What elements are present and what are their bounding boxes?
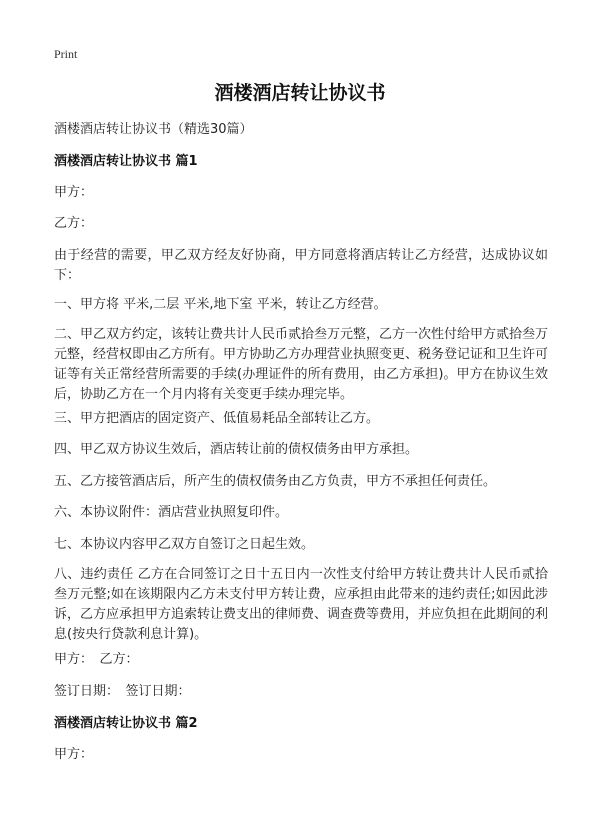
page-title: 酒楼酒店转让协议书 xyxy=(214,82,386,104)
section1-clause-6: 六、本协议附件：酒店营业执照复印件。 xyxy=(54,505,289,520)
section1-clause-4: 四、甲乙双方协议生效后，酒店转让前的债权债务由甲方承担。 xyxy=(54,442,419,457)
section1-clause-7: 七、本协议内容甲乙双方自签订之日起生效。 xyxy=(54,537,315,552)
section2-heading: 酒楼酒店转让协议书 篇2 xyxy=(54,716,198,731)
section1-clause-8: 八、违约责任 乙方在合同签订之日十五日内一次性支付给甲方转让费共计人民币贰拾叁万元整;如在该期限内乙方未支付甲方转让费，应承担由此带来的违约责任;如因此涉诉，乙方应承担甲方追索转让费支出的律师费、调查费等费用，并应负担在此期间的利息(按央行贷款利息计算)。 xyxy=(54,567,549,642)
section1-clause-2: 二、甲乙双方约定，该转让费共计人民币贰拾叁万元整，乙方一次性付给甲方贰拾叁万元整，经营权即由乙方所有。甲方协助乙方办理营业执照变更、税务登记证和卫生许可证等有关正常经营所需要的手续(办理证件的所有费用，由乙方承担)。甲方在协议生效后，协助乙方在一个月内将有关变更手续办理完毕。 xyxy=(54,327,549,402)
document-subtitle: 酒楼酒店转让协议书（精选30篇） xyxy=(54,122,253,137)
section1-clause-5: 五、乙方接管酒店后，所产生的债权债务由乙方负责，甲方不承担任何责任。 xyxy=(54,474,497,489)
section1-signatures: 甲方： 乙方： xyxy=(54,652,139,667)
section1-sign-dates: 签订日期： 签订日期： xyxy=(54,684,191,699)
section1-heading: 酒楼酒店转让协议书 篇1 xyxy=(54,154,198,169)
section1-intro: 由于经营的需要，甲乙双方经友好协商，甲方同意将酒店转让乙方经营，达成协议如下： xyxy=(54,248,548,283)
section2-party-a: 甲方： xyxy=(54,747,94,762)
section1-clause-1: 一、甲方将 平米,二层 平米,地下室 平米，转让乙方经营。 xyxy=(54,297,387,312)
print-link[interactable]: Print xyxy=(54,47,78,61)
section1-party-b: 乙方： xyxy=(54,216,94,231)
section1-clause-3: 三、甲方把酒店的固定资产、低值易耗品全部转让乙方。 xyxy=(54,411,380,426)
section1-party-a: 甲方： xyxy=(54,185,94,200)
